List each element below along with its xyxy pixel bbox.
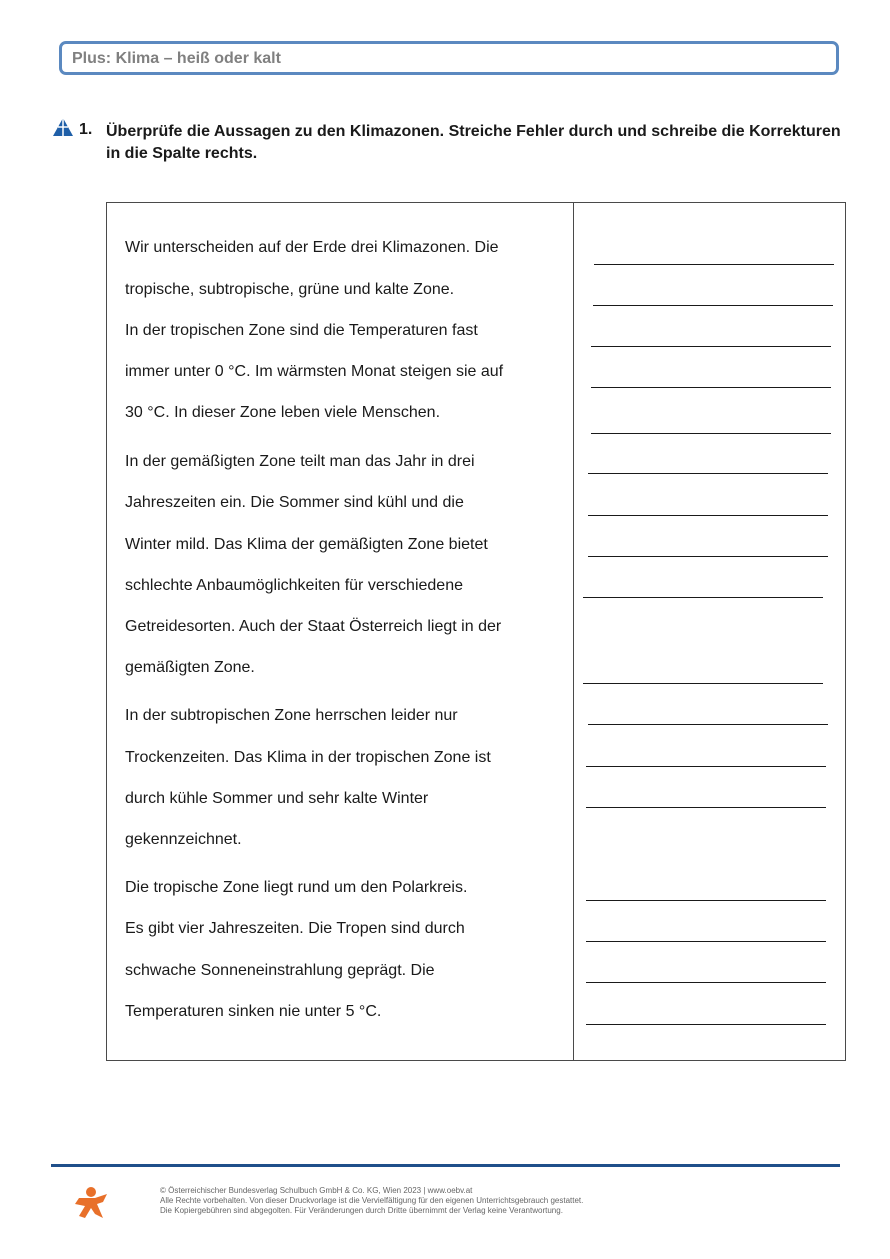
correction-answer-line[interactable] — [586, 982, 826, 983]
statement-line: In der subtropischen Zone herrschen leider nur — [125, 707, 458, 724]
statement-line: Winter mild. Das Klima der gemäßigten Zone bietet — [125, 536, 488, 553]
correction-answer-line[interactable] — [588, 515, 828, 516]
correction-answer-line[interactable] — [591, 346, 831, 347]
footer-line: Die Kopiergebühren sind abgegolten. Für Veränderungen durch Dritte übernimmt der Verlag keine Verantwortung. — [160, 1206, 563, 1215]
statement-line: Jahreszeiten ein. Die Sommer sind kühl und die — [125, 494, 464, 511]
statement-line: Wir unterscheiden auf der Erde drei Klimazonen. Die — [125, 239, 499, 256]
correction-answer-line[interactable] — [591, 433, 831, 434]
statement-line: durch kühle Sommer und sehr kalte Winter — [125, 790, 429, 807]
statement-line: gekennzeichnet. — [125, 831, 242, 848]
statement-line: tropische, subtropische, grüne und kalte Zone. — [125, 281, 455, 298]
page-title: Plus: Klima – heiß oder kalt — [72, 50, 281, 67]
correction-answer-line[interactable] — [594, 264, 834, 265]
table-column-divider — [573, 203, 574, 1060]
task-number: 1. — [79, 121, 93, 138]
correction-answer-line[interactable] — [586, 900, 826, 901]
statement-line: 30 °C. In dieser Zone leben viele Menschen. — [125, 404, 441, 421]
correction-answer-line[interactable] — [593, 305, 833, 306]
footer-line: Alle Rechte vorbehalten. Von dieser Druckvorlage ist die Vervielfältigung für den eigenen Unterrichtsgebrauch gestattet. — [160, 1196, 584, 1205]
statement-line: Temperaturen sinken nie unter 5 °C. — [125, 1003, 382, 1020]
statement-line: Trockenzeiten. Das Klima in der tropischen Zone ist — [125, 749, 491, 766]
publisher-logo-icon — [73, 1186, 109, 1222]
statement-line: Die tropische Zone liegt rund um den Polarkreis. — [125, 879, 468, 896]
statement-line: In der tropischen Zone sind die Temperaturen fast — [125, 322, 478, 339]
level-triangle-icon — [53, 118, 73, 136]
correction-answer-line[interactable] — [583, 683, 823, 684]
statement-line: Getreidesorten. Auch der Staat Österreich liegt in der — [125, 618, 502, 635]
statement-line: Es gibt vier Jahreszeiten. Die Tropen sind durch — [125, 920, 465, 937]
correction-answer-line[interactable] — [588, 724, 828, 725]
correction-answer-line[interactable] — [588, 556, 828, 557]
statement-line: schlechte Anbaumöglichkeiten für verschiedene — [125, 577, 463, 594]
correction-answer-line[interactable] — [586, 766, 826, 767]
statement-line: immer unter 0 °C. Im wärmsten Monat steigen sie auf — [125, 363, 504, 380]
footer-copyright — [160, 1186, 583, 1216]
correction-answer-line[interactable] — [586, 941, 826, 942]
correction-answer-line[interactable] — [588, 473, 828, 474]
statement-line: schwache Sonneneinstrahlung geprägt. Die — [125, 962, 435, 979]
statement-line: In der gemäßigten Zone teilt man das Jahr in drei — [125, 453, 475, 470]
correction-answer-line[interactable] — [586, 807, 826, 808]
correction-answer-line[interactable] — [586, 1024, 826, 1025]
correction-answer-line[interactable] — [583, 597, 823, 598]
correction-answer-line[interactable] — [591, 387, 831, 388]
footer-divider — [51, 1164, 840, 1167]
task-instruction: Überprüfe die Aussagen zu den Klimazonen. Streiche Fehler durch und schreibe die Korrekturen in die Spalte rechts. — [106, 123, 841, 162]
footer-line: © Österreichischer Bundesverlag Schulbuch GmbH & Co. KG, Wien 2023 | www.oebv.at — [160, 1186, 473, 1195]
header-box — [59, 41, 839, 75]
statement-line: gemäßigten Zone. — [125, 659, 255, 676]
exercise-table — [106, 202, 846, 1061]
